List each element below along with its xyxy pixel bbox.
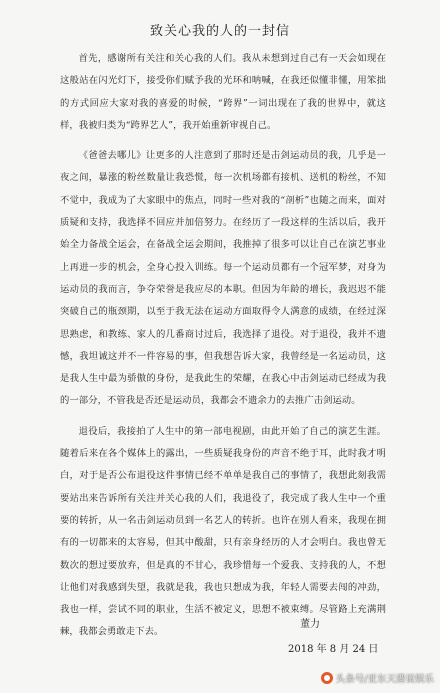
toutiao-logo-icon: [321, 672, 333, 684]
letter-title: 致关心我的人的一封信: [149, 24, 290, 39]
letter-paragraph-3: 退役后，我接拍了人生中的第一部电视剧，由此开始了自己的演艺生涯。随着后来在各个媒体上的露出，一些质疑我身份的声音不绝于耳，此时我才明白，对于是否公布退役这件事情已经不单单是我自己的事情了，我想此刻我需要站出来告诉所有关注并关心我的人们，我退役了，我完成了我人生中一个重要的转折，从一名击剑运动员到一名艺人的转折。也许在别人看来，我现在拥有的一切都来的太容易，但其中酸甜，只有亲身经历的人才会明白。我也曾无数次的想过要放弃，但是真的不甘心，我珍惜每一个爱我、支持我的人，不想让他们对我感到失望，我就是我，我也只想成为我，年轻人需要去闯的冲劲，我也一样，尝试不同的职业，生活不被定义，思想不被束缚。尽管路上充满荆棘，我都会勇敢走下去。: [60, 425, 386, 638]
letter-paragraph-1: 首先，感谢所有关注和关心我的人们。我从未想到过自己有一天会如现在这般站在闪光灯下，接受你们赋予我的光环和呐喊，在我还似懂非懂，用笨拙的方式回应大家对我的喜爱的时候，“跨界”一词出现在了我的世界中，就这样，我被归类为“跨界艺人”，我开始重新审视自己。: [60, 53, 386, 131]
letter-signature: 董力: [300, 619, 320, 630]
letter-body: [60, 48, 386, 652]
letter-paragraph-2: 《爸爸去哪儿》让更多的人注意到了那时还是击剑运动员的我，几乎是一夜之间，暴涨的粉丝数量让我恐慌，每一次机场都有接机、送机的粉丝，不知不觉中，我成为了大家眼中的焦点，同时一些对我的“剖析”也随之而来，面对质疑和支持，我选择不回应并加倍努力。在经历了一段这样的生活以后，我开始全力备战全运会，在备战全运会期间，我推掉了很多可以让自己在演艺事业上再进一步的机会，全身心投入训练。每一个运动员都有一个冠军梦，对身为运动员的我而言，争夺荣誉是我应尽的本职。但因为年龄的增长，我迟迟不能突破自己的瓶颈期，以至于我无法在运动方面取得令人满意的成绩，在经过深思熟虑，和教练、家人的几番商讨过后，我选择了退役。对于退役，我并不遗憾，我坦诚这并不一件容易的事，但我想告诉大家，我曾经是一名运动员，这是我人生中最为骄傲的身份，是我此生的荣耀，在我心中击剑运动已经成为我的一部分，不管我是否还是运动员，我都会不遗余力的去推广击剑运动。: [60, 150, 386, 407]
source-watermark: [321, 671, 434, 685]
watermark-text: 头条号/亚东天港说娱乐: [335, 674, 434, 685]
letter-date: 2018 年 8 月 24 日: [288, 644, 379, 655]
